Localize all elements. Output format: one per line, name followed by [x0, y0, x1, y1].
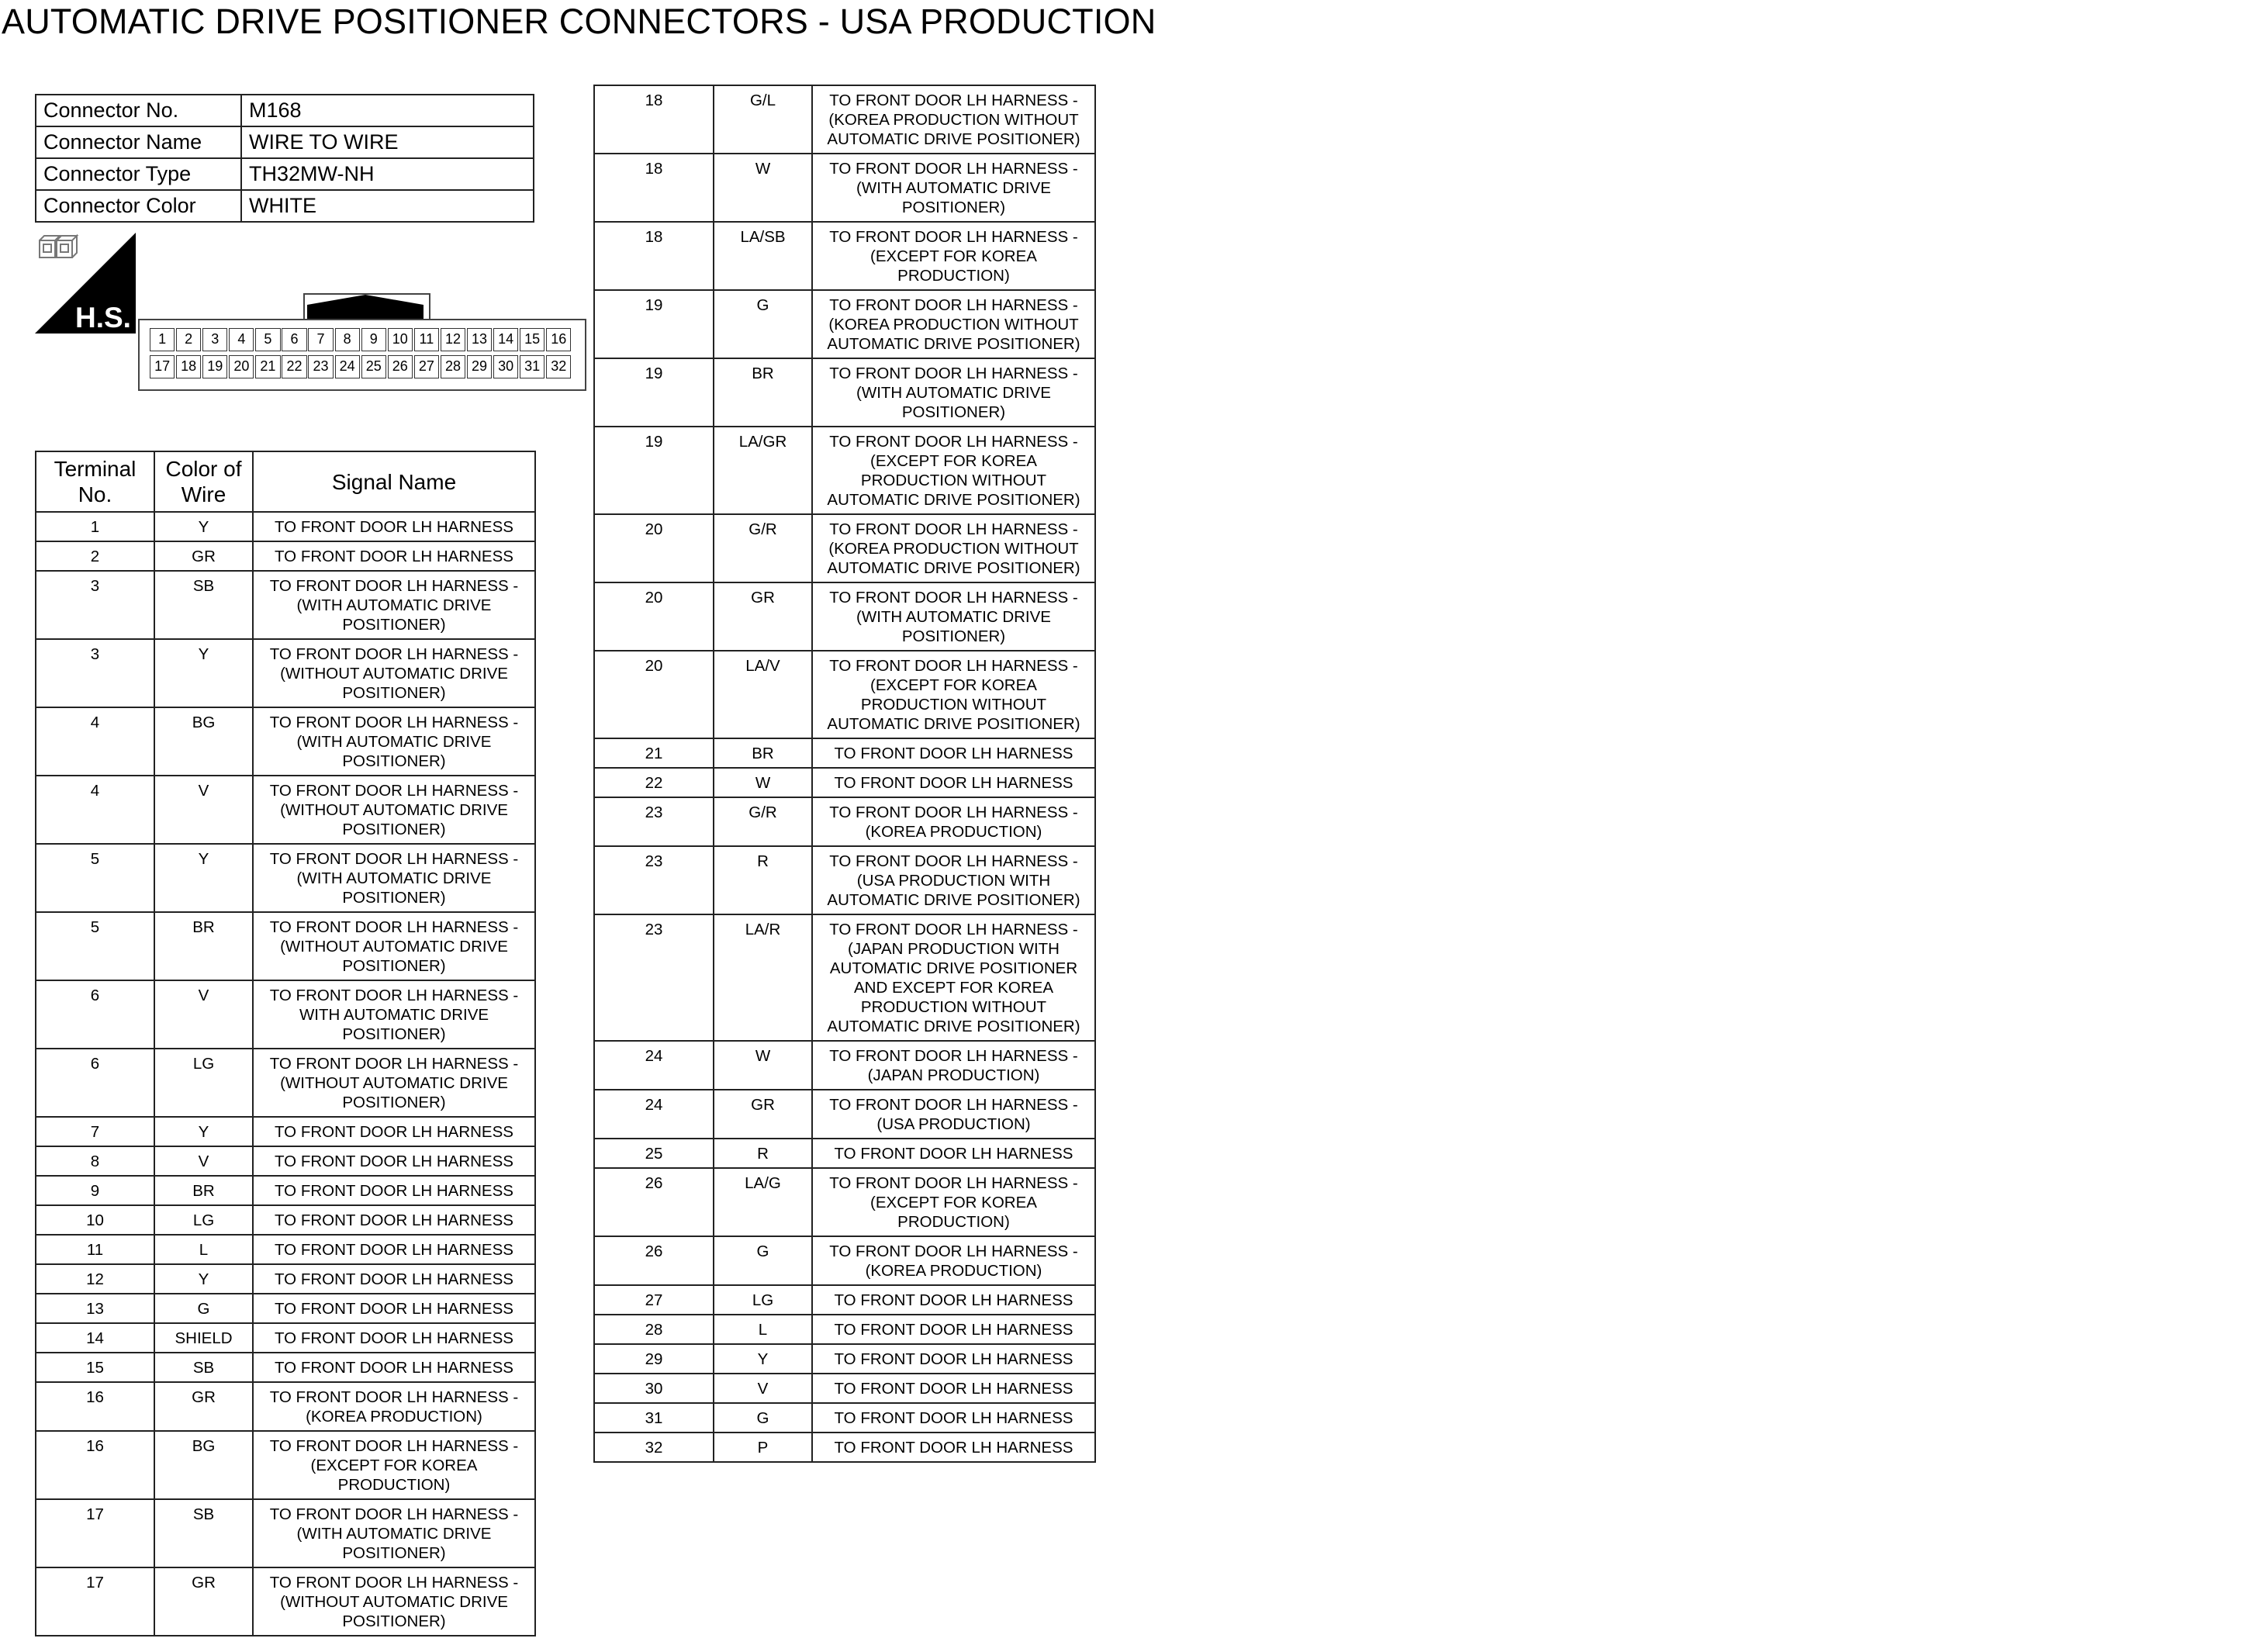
- table-row: [36, 980, 535, 1049]
- table-row: [36, 1205, 535, 1235]
- connector-pin: 21: [255, 355, 280, 378]
- terminal-cell: 20: [594, 582, 714, 651]
- signal-name-cell: TO FRONT DOOR LH HARNESS - (WITHOUT AUTOMATIC DRIVE POSITIONER): [253, 639, 535, 707]
- connector-pin: 22: [282, 355, 306, 378]
- terminal-table-right: [593, 85, 1096, 1463]
- wire-color-cell: LG: [154, 1205, 253, 1235]
- terminal-cell: 17: [36, 1567, 154, 1636]
- table-row: [594, 1344, 1095, 1374]
- signal-name-cell: TO FRONT DOOR LH HARNESS - (WITH AUTOMATIC DRIVE POSITIONER): [253, 571, 535, 639]
- terminal-cell: 25: [594, 1139, 714, 1168]
- signal-name-cell: TO FRONT DOOR LH HARNESS - (WITH AUTOMATIC DRIVE POSITIONER): [812, 358, 1095, 427]
- signal-name-cell: TO FRONT DOOR LH HARNESS - (EXCEPT FOR KOREA PRODUCTION): [812, 1168, 1095, 1236]
- wire-color-cell: LA/GR: [714, 427, 812, 514]
- wire-color-cell: V: [154, 980, 253, 1049]
- terminal-cell: 27: [594, 1285, 714, 1315]
- connector-pin: 9: [361, 328, 386, 351]
- terminal-cell: 4: [36, 776, 154, 844]
- connector-pin: 20: [229, 355, 254, 378]
- signal-name-cell: TO FRONT DOOR LH HARNESS: [812, 738, 1095, 768]
- signal-name-cell: TO FRONT DOOR LH HARNESS - (KOREA PRODUCTION WITHOUT AUTOMATIC DRIVE POSITIONER): [812, 290, 1095, 358]
- table-row: [36, 1567, 535, 1636]
- signal-name-cell: TO FRONT DOOR LH HARNESS - (WITH AUTOMATIC DRIVE POSITIONER): [812, 154, 1095, 222]
- signal-name-cell: TO FRONT DOOR LH HARNESS - (WITHOUT AUTOMATIC DRIVE POSITIONER): [253, 1567, 535, 1636]
- table-row: [36, 1176, 535, 1205]
- connector-pin: 29: [467, 355, 492, 378]
- connector-type-row: [36, 158, 534, 190]
- wire-color-cell: G: [714, 1403, 812, 1433]
- connector-name-value: WIRE TO WIRE: [241, 126, 534, 158]
- connector-pin: 23: [308, 355, 333, 378]
- terminal-cell: 30: [594, 1374, 714, 1403]
- terminal-cell: 5: [36, 844, 154, 912]
- signal-name-cell: TO FRONT DOOR LH HARNESS - (USA PRODUCTION WITH AUTOMATIC DRIVE POSITIONER): [812, 846, 1095, 914]
- wire-color-cell: R: [714, 846, 812, 914]
- table-row: [594, 85, 1095, 154]
- signal-name-cell: TO FRONT DOOR LH HARNESS: [253, 1117, 535, 1146]
- wire-color-cell: LG: [154, 1049, 253, 1117]
- wire-color-cell: Y: [154, 844, 253, 912]
- terminal-cell: 32: [594, 1433, 714, 1462]
- wire-color-cell: W: [714, 768, 812, 797]
- signal-name-cell: TO FRONT DOOR LH HARNESS - (EXCEPT FOR KOREA PRODUCTION): [812, 222, 1095, 290]
- terminal-cell: 4: [36, 707, 154, 776]
- table-row: [36, 1294, 535, 1323]
- connector-body: [138, 319, 586, 391]
- connector-pin: 18: [176, 355, 201, 378]
- wire-color-cell: SB: [154, 571, 253, 639]
- table-row: [36, 1431, 535, 1499]
- wire-color-cell: GR: [714, 1090, 812, 1139]
- wire-color-cell: R: [714, 1139, 812, 1168]
- terminal-cell: 26: [594, 1168, 714, 1236]
- wire-color-cell: SHIELD: [154, 1323, 253, 1353]
- signal-name-cell: TO FRONT DOOR LH HARNESS - (WITH AUTOMATIC DRIVE POSITIONER): [253, 844, 535, 912]
- wire-color-cell: W: [714, 1041, 812, 1090]
- table-row: [36, 1382, 535, 1431]
- table-row: [594, 1139, 1095, 1168]
- connector-pin: 28: [441, 355, 465, 378]
- table-row: [594, 651, 1095, 738]
- wire-color-cell: Y: [714, 1344, 812, 1374]
- wire-color-cell: GR: [154, 541, 253, 571]
- table-row: [36, 1353, 535, 1382]
- terminal-cell: 14: [36, 1323, 154, 1353]
- table-row: [594, 514, 1095, 582]
- signal-name-cell: TO FRONT DOOR LH HARNESS: [253, 1235, 535, 1264]
- wire-color-cell: GR: [154, 1567, 253, 1636]
- wire-color-cell: V: [154, 1146, 253, 1176]
- connector-pin: 15: [520, 328, 545, 351]
- connector-pin: 1: [150, 328, 175, 351]
- terminal-cell: 7: [36, 1117, 154, 1146]
- wire-color-cell: BR: [714, 738, 812, 768]
- connector-pin: 5: [255, 328, 280, 351]
- connector-pin: 7: [308, 328, 333, 351]
- wire-color-cell: LG: [714, 1285, 812, 1315]
- color-of-wire-header: Color of Wire: [154, 451, 253, 512]
- signal-name-cell: TO FRONT DOOR LH HARNESS - (KOREA PRODUCTION WITHOUT AUTOMATIC DRIVE POSITIONER): [812, 85, 1095, 154]
- signal-name-cell: TO FRONT DOOR LH HARNESS: [253, 512, 535, 541]
- table-row: [594, 768, 1095, 797]
- terminal-cell: 28: [594, 1315, 714, 1344]
- connector-pin: 14: [493, 328, 518, 351]
- terminal-cell: 29: [594, 1344, 714, 1374]
- table-row: [594, 797, 1095, 846]
- connector-pin: 24: [335, 355, 360, 378]
- wire-color-cell: LA/V: [714, 651, 812, 738]
- table-row: [36, 1323, 535, 1353]
- table-row: [594, 846, 1095, 914]
- table-row: [594, 1315, 1095, 1344]
- signal-name-cell: TO FRONT DOOR LH HARNESS: [812, 1315, 1095, 1344]
- connector-type-value: TH32MW-NH: [241, 158, 534, 190]
- wire-color-cell: Y: [154, 512, 253, 541]
- terminal-cell: 5: [36, 912, 154, 980]
- terminal-cell: 23: [594, 797, 714, 846]
- table-row: [36, 541, 535, 571]
- connector-pin: 11: [414, 328, 439, 351]
- terminal-cell: 9: [36, 1176, 154, 1205]
- connector-color-value: WHITE: [241, 190, 534, 222]
- terminal-cell: 12: [36, 1264, 154, 1294]
- signal-name-cell: TO FRONT DOOR LH HARNESS: [253, 1323, 535, 1353]
- terminal-cell: 16: [36, 1431, 154, 1499]
- terminal-cell: 3: [36, 639, 154, 707]
- wire-color-cell: P: [714, 1433, 812, 1462]
- wire-color-cell: G/R: [714, 514, 812, 582]
- connector-face-diagram: [138, 293, 586, 389]
- connector-color-label: Connector Color: [36, 190, 241, 222]
- signal-name-cell: TO FRONT DOOR LH HARNESS: [253, 1264, 535, 1294]
- signal-name-cell: TO FRONT DOOR LH HARNESS: [812, 1344, 1095, 1374]
- table-row: [36, 1499, 535, 1567]
- signal-name-cell: TO FRONT DOOR LH HARNESS - (WITH AUTOMATIC DRIVE POSITIONER): [253, 1499, 535, 1567]
- terminal-cell: 26: [594, 1236, 714, 1285]
- terminal-cell: 6: [36, 1049, 154, 1117]
- wire-color-cell: GR: [154, 1382, 253, 1431]
- table-row: [594, 222, 1095, 290]
- terminal-cell: 18: [594, 154, 714, 222]
- signal-name-cell: TO FRONT DOOR LH HARNESS: [812, 768, 1095, 797]
- connector-number-value: M168: [241, 95, 534, 126]
- wire-color-cell: BR: [154, 912, 253, 980]
- connector-key-icon: [307, 295, 424, 320]
- terminal-cell: 18: [594, 222, 714, 290]
- signal-name-cell: TO FRONT DOOR LH HARNESS - (EXCEPT FOR KOREA PRODUCTION WITHOUT AUTOMATIC DRIVE POSITIONER): [812, 427, 1095, 514]
- wire-color-cell: LA/SB: [714, 222, 812, 290]
- wire-color-cell: SB: [154, 1353, 253, 1382]
- connector-pin: 3: [202, 328, 227, 351]
- wire-color-cell: G: [154, 1294, 253, 1323]
- wire-color-cell: G/L: [714, 85, 812, 154]
- table-row: [594, 738, 1095, 768]
- table-row: [594, 290, 1095, 358]
- signal-name-cell: TO FRONT DOOR LH HARNESS: [812, 1139, 1095, 1168]
- table-row: [36, 912, 535, 980]
- terminal-cell: 20: [594, 651, 714, 738]
- table-row: [36, 707, 535, 776]
- signal-name-cell: TO FRONT DOOR LH HARNESS: [812, 1374, 1095, 1403]
- table-row: [36, 1235, 535, 1264]
- connector-number-row: [36, 95, 534, 126]
- table-row: [36, 1146, 535, 1176]
- table-row: [594, 427, 1095, 514]
- terminal-table-left-body: [36, 512, 535, 1636]
- terminal-cell: 20: [594, 514, 714, 582]
- connector-pin: 6: [282, 328, 306, 351]
- terminal-cell: 13: [36, 1294, 154, 1323]
- signal-name-cell: TO FRONT DOOR LH HARNESS - (JAPAN PRODUCTION): [812, 1041, 1095, 1090]
- connector-info-table: [35, 94, 534, 223]
- terminal-cell: 22: [594, 768, 714, 797]
- signal-name-cell: TO FRONT DOOR LH HARNESS - (WITH AUTOMATIC DRIVE POSITIONER): [812, 582, 1095, 651]
- connector-number-label: Connector No.: [36, 95, 241, 126]
- terminal-cell: 2: [36, 541, 154, 571]
- table-row: [594, 1041, 1095, 1090]
- signal-name-cell: TO FRONT DOOR LH HARNESS: [812, 1433, 1095, 1462]
- terminal-cell: 8: [36, 1146, 154, 1176]
- wire-color-cell: G: [714, 290, 812, 358]
- signal-name-cell: TO FRONT DOOR LH HARNESS: [812, 1403, 1095, 1433]
- terminal-cell: 19: [594, 290, 714, 358]
- pin-row-bottom: [150, 355, 572, 378]
- table-row: [594, 358, 1095, 427]
- signal-name-cell: TO FRONT DOOR LH HARNESS - (WITHOUT AUTOMATIC DRIVE POSITIONER): [253, 1049, 535, 1117]
- wire-color-cell: Y: [154, 1117, 253, 1146]
- connector-type-label: Connector Type: [36, 158, 241, 190]
- connector-pin: 4: [229, 328, 254, 351]
- harness-side-icon: [35, 233, 136, 334]
- wire-color-cell: LA/G: [714, 1168, 812, 1236]
- harness-side-badge: [35, 233, 136, 334]
- terminal-cell: 1: [36, 512, 154, 541]
- pin-row-top: [150, 328, 572, 351]
- signal-name-cell: TO FRONT DOOR LH HARNESS: [253, 1205, 535, 1235]
- wire-color-cell: Y: [154, 1264, 253, 1294]
- connector-name-row: [36, 126, 534, 158]
- table-row: [36, 571, 535, 639]
- table-row: [36, 1049, 535, 1117]
- terminal-table-right-body: [594, 85, 1095, 1462]
- connector-color-row: [36, 190, 534, 222]
- terminal-cell: 24: [594, 1041, 714, 1090]
- table-header-row: [36, 451, 535, 512]
- signal-name-cell: TO FRONT DOOR LH HARNESS - WITH AUTOMATIC DRIVE POSITIONER): [253, 980, 535, 1049]
- page-title: AUTOMATIC DRIVE POSITIONER CONNECTORS - USA PRODUCTION: [2, 2, 1156, 41]
- terminal-cell: 19: [594, 358, 714, 427]
- signal-name-cell: TO FRONT DOOR LH HARNESS: [253, 1353, 535, 1382]
- signal-name-cell: TO FRONT DOOR LH HARNESS: [253, 1294, 535, 1323]
- terminal-cell: 31: [594, 1403, 714, 1433]
- terminal-cell: 23: [594, 914, 714, 1041]
- connector-pin: 2: [176, 328, 201, 351]
- connector-pin: 8: [335, 328, 360, 351]
- signal-name-cell: TO FRONT DOOR LH HARNESS: [253, 1176, 535, 1205]
- wire-color-cell: W: [714, 154, 812, 222]
- connector-pin: 16: [546, 328, 571, 351]
- connector-pin: 32: [546, 355, 571, 378]
- terminal-cell: 10: [36, 1205, 154, 1235]
- signal-name-cell: TO FRONT DOOR LH HARNESS - (KOREA PRODUCTION): [812, 1236, 1095, 1285]
- wire-color-cell: V: [154, 776, 253, 844]
- signal-name-cell: TO FRONT DOOR LH HARNESS - (WITHOUT AUTOMATIC DRIVE POSITIONER): [253, 912, 535, 980]
- signal-name-cell: TO FRONT DOOR LH HARNESS - (KOREA PRODUCTION WITHOUT AUTOMATIC DRIVE POSITIONER): [812, 514, 1095, 582]
- wire-color-cell: Y: [154, 639, 253, 707]
- wire-color-cell: SB: [154, 1499, 253, 1567]
- signal-name-cell: TO FRONT DOOR LH HARNESS - (JAPAN PRODUCTION WITH AUTOMATIC DRIVE POSITIONER AND EXCEPT FOR KOREA PRODUCTION WITHOUT AUTOMATIC DRIVE POSITIONER): [812, 914, 1095, 1041]
- connector-pin: 19: [202, 355, 227, 378]
- wire-color-cell: GR: [714, 582, 812, 651]
- signal-name-cell: TO FRONT DOOR LH HARNESS - (EXCEPT FOR KOREA PRODUCTION WITHOUT AUTOMATIC DRIVE POSITIONER): [812, 651, 1095, 738]
- connector-pin: 26: [388, 355, 413, 378]
- terminal-cell: 19: [594, 427, 714, 514]
- table-row: [36, 1264, 535, 1294]
- table-row: [594, 1403, 1095, 1433]
- connector-pin: 25: [361, 355, 386, 378]
- table-row: [594, 1090, 1095, 1139]
- signal-name-cell: TO FRONT DOOR LH HARNESS - (WITH AUTOMATIC DRIVE POSITIONER): [253, 707, 535, 776]
- table-row: [594, 582, 1095, 651]
- connector-pin: 27: [414, 355, 439, 378]
- connector-pin: 17: [150, 355, 175, 378]
- table-row: [594, 1285, 1095, 1315]
- wire-color-cell: L: [154, 1235, 253, 1264]
- wire-color-cell: BG: [154, 707, 253, 776]
- wire-color-cell: LA/R: [714, 914, 812, 1041]
- terminal-table-left: [35, 451, 536, 1636]
- terminal-cell: 17: [36, 1499, 154, 1567]
- table-row: [594, 1168, 1095, 1236]
- table-row: [594, 1374, 1095, 1403]
- terminal-no-header: Terminal No.: [36, 451, 154, 512]
- connector-pin: 30: [493, 355, 518, 378]
- wire-color-cell: V: [714, 1374, 812, 1403]
- signal-name-cell: TO FRONT DOOR LH HARNESS - (KOREA PRODUCTION): [253, 1382, 535, 1431]
- wire-color-cell: BR: [714, 358, 812, 427]
- wire-color-cell: G/R: [714, 797, 812, 846]
- connector-name-label: Connector Name: [36, 126, 241, 158]
- table-row: [594, 1236, 1095, 1285]
- signal-name-cell: TO FRONT DOOR LH HARNESS - (KOREA PRODUCTION): [812, 797, 1095, 846]
- table-row: [36, 844, 535, 912]
- table-row: [594, 154, 1095, 222]
- table-row: [36, 512, 535, 541]
- connector-pin: 10: [388, 328, 413, 351]
- signal-name-header: Signal Name: [253, 451, 535, 512]
- table-row: [36, 776, 535, 844]
- signal-name-cell: TO FRONT DOOR LH HARNESS - (USA PRODUCTION): [812, 1090, 1095, 1139]
- terminal-cell: 21: [594, 738, 714, 768]
- terminal-cell: 16: [36, 1382, 154, 1431]
- terminal-cell: 3: [36, 571, 154, 639]
- terminal-cell: 6: [36, 980, 154, 1049]
- signal-name-cell: TO FRONT DOOR LH HARNESS: [812, 1285, 1095, 1315]
- hs-label: H.S.: [75, 302, 131, 334]
- table-row: [594, 1433, 1095, 1462]
- terminal-cell: 15: [36, 1353, 154, 1382]
- connector-pin: 13: [467, 328, 492, 351]
- wire-color-cell: BR: [154, 1176, 253, 1205]
- table-row: [36, 639, 535, 707]
- terminal-cell: 23: [594, 846, 714, 914]
- signal-name-cell: TO FRONT DOOR LH HARNESS - (EXCEPT FOR KOREA PRODUCTION): [253, 1431, 535, 1499]
- wire-color-cell: BG: [154, 1431, 253, 1499]
- table-row: [594, 914, 1095, 1041]
- terminal-cell: 24: [594, 1090, 714, 1139]
- wire-color-cell: G: [714, 1236, 812, 1285]
- connector-pin: 12: [441, 328, 465, 351]
- table-row: [36, 1117, 535, 1146]
- signal-name-cell: TO FRONT DOOR LH HARNESS: [253, 1146, 535, 1176]
- signal-name-cell: TO FRONT DOOR LH HARNESS - (WITHOUT AUTOMATIC DRIVE POSITIONER): [253, 776, 535, 844]
- terminal-cell: 11: [36, 1235, 154, 1264]
- connector-pin: 31: [520, 355, 545, 378]
- signal-name-cell: TO FRONT DOOR LH HARNESS: [253, 541, 535, 571]
- wire-color-cell: L: [714, 1315, 812, 1344]
- terminal-cell: 18: [594, 85, 714, 154]
